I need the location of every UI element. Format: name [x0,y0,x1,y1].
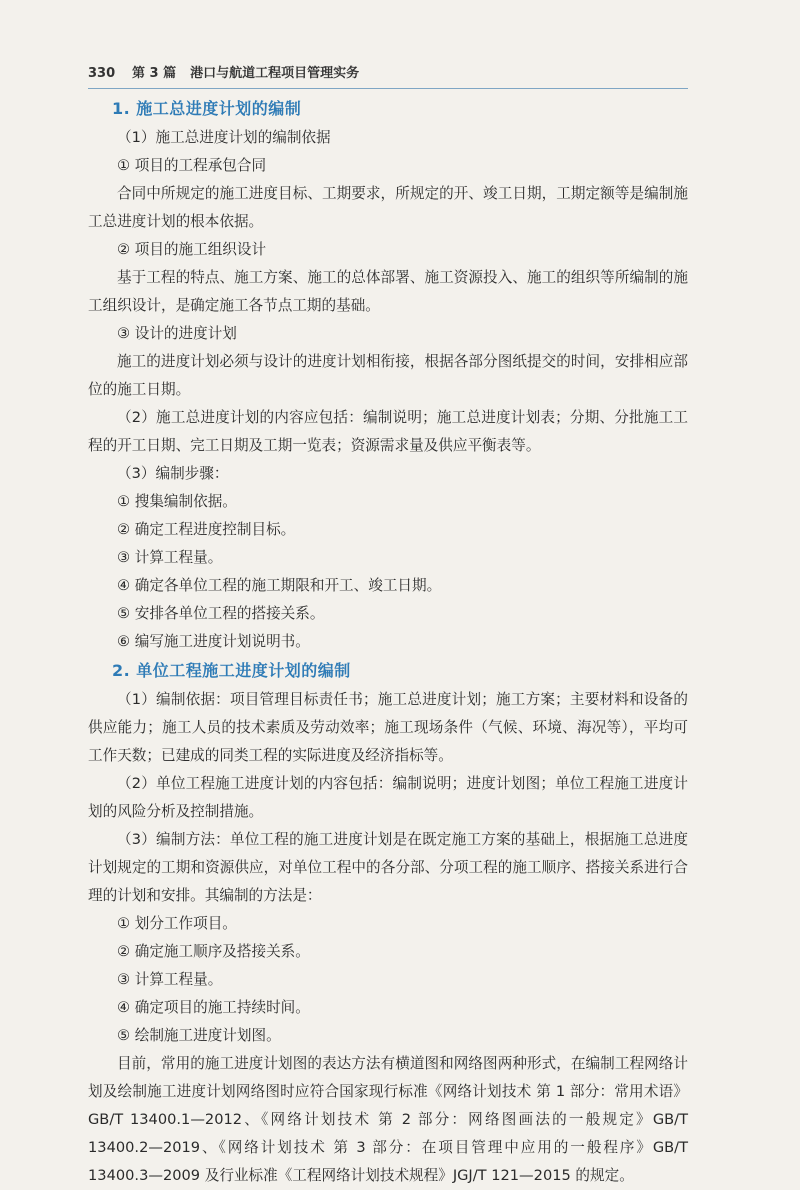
paragraph: 基于工程的特点、施工方案、施工的总体部署、施工资源投入、施工的组织等所编制的施工组织设计，是确定施工各节点工期的基础。 [88,269,688,314]
running-header [88,62,688,86]
paragraph: （1）编制依据：项目管理目标责任书；施工总进度计划；施工方案；主要材料和设备的供应能力；施工人员的技术素质及劳动效率；施工现场条件（气候、环境、海况等），平均可工作天数；已建成的同类工程的实际进度及经济指标等。 [88,691,688,764]
paragraph: 合同中所规定的施工进度目标、工期要求，所规定的开、竣工日期，工期定额等是编制施工总进度计划的根本依据。 [88,185,688,230]
list-item: ⑤ 绘制施工进度计划图。 [117,1027,281,1044]
section-heading: 1. 施工总进度计划的编制 [112,99,302,118]
paragraph: （2）施工总进度计划的内容应包括：编制说明；施工总进度计划表；分期、分批施工工程的开工日期、完工日期及工期一览表；资源需求量及供应平衡表等。 [88,409,688,454]
list-item: ③ 计算工程量。 [117,549,223,566]
paragraph: ② 项目的施工组织设计 [117,241,267,258]
paragraph: ③ 设计的进度计划 [117,325,237,342]
page-number: 330 [88,66,116,81]
list-item: ③ 计算工程量。 [117,971,223,988]
paragraph: 施工的进度计划必须与设计的进度计划相衔接，根据各部分图纸提交的时间，安排相应部位的施工日期。 [88,353,688,398]
list-item: ⑤ 安排各单位工程的搭接关系。 [117,605,325,622]
paragraph: （3）编制方法：单位工程的施工进度计划是在既定施工方案的基础上，根据施工总进度计划规定的工期和资源供应，对单位工程中的各分部、分项工程的施工顺序、搭接关系进行合理的计划和安排。其编制的方法是： [88,831,688,904]
list-item: ④ 确定各单位工程的施工期限和开工、竣工日期。 [117,577,442,594]
part-label: 第 3 篇 [132,66,177,81]
paragraph: （3）编制步骤： [117,465,229,482]
part-title: 港口与航道工程项目管理实务 [190,66,360,81]
section-heading: 2. 单位工程施工进度计划的编制 [112,661,351,680]
paragraph: 目前，常用的施工进度计划图的表达方法有横道图和网络图两种形式，在编制工程网络计划及绘制施工进度计划网络图时应符合国家现行标准《网络计划技术 第 1 部分：常用术语》GB/T 13400.1—2012、《网络计划技术 第 2 部分：网络图画法的一般规定》GB/T 13400.2—2019、《网络计划技术 第 3 部分：在项目管理中应用的一般程序》GB/T 13400.3—2009 及行业标准《工程网络计划技术规程》JGJ/T 121—2015 的规定。 [88,1055,688,1184]
list-item: ② 确定工程进度控制目标。 [117,521,296,538]
body-text [88,94,688,1190]
header-rule [88,88,688,89]
list-item: ① 搜集编制依据。 [117,493,237,510]
list-item: ⑥ 编写施工进度计划说明书。 [117,633,310,650]
paragraph: ① 项目的工程承包合同 [117,157,267,174]
list-item: ② 确定施工顺序及搭接关系。 [117,943,310,960]
list-item: ① 划分工作项目。 [117,915,237,932]
paragraph: （2）单位工程施工进度计划的内容包括：编制说明；进度计划图；单位工程施工进度计划的风险分析及控制措施。 [88,775,688,820]
paragraph: （1）施工总进度计划的编制依据 [117,129,331,146]
list-item: ④ 确定项目的施工持续时间。 [117,999,310,1016]
